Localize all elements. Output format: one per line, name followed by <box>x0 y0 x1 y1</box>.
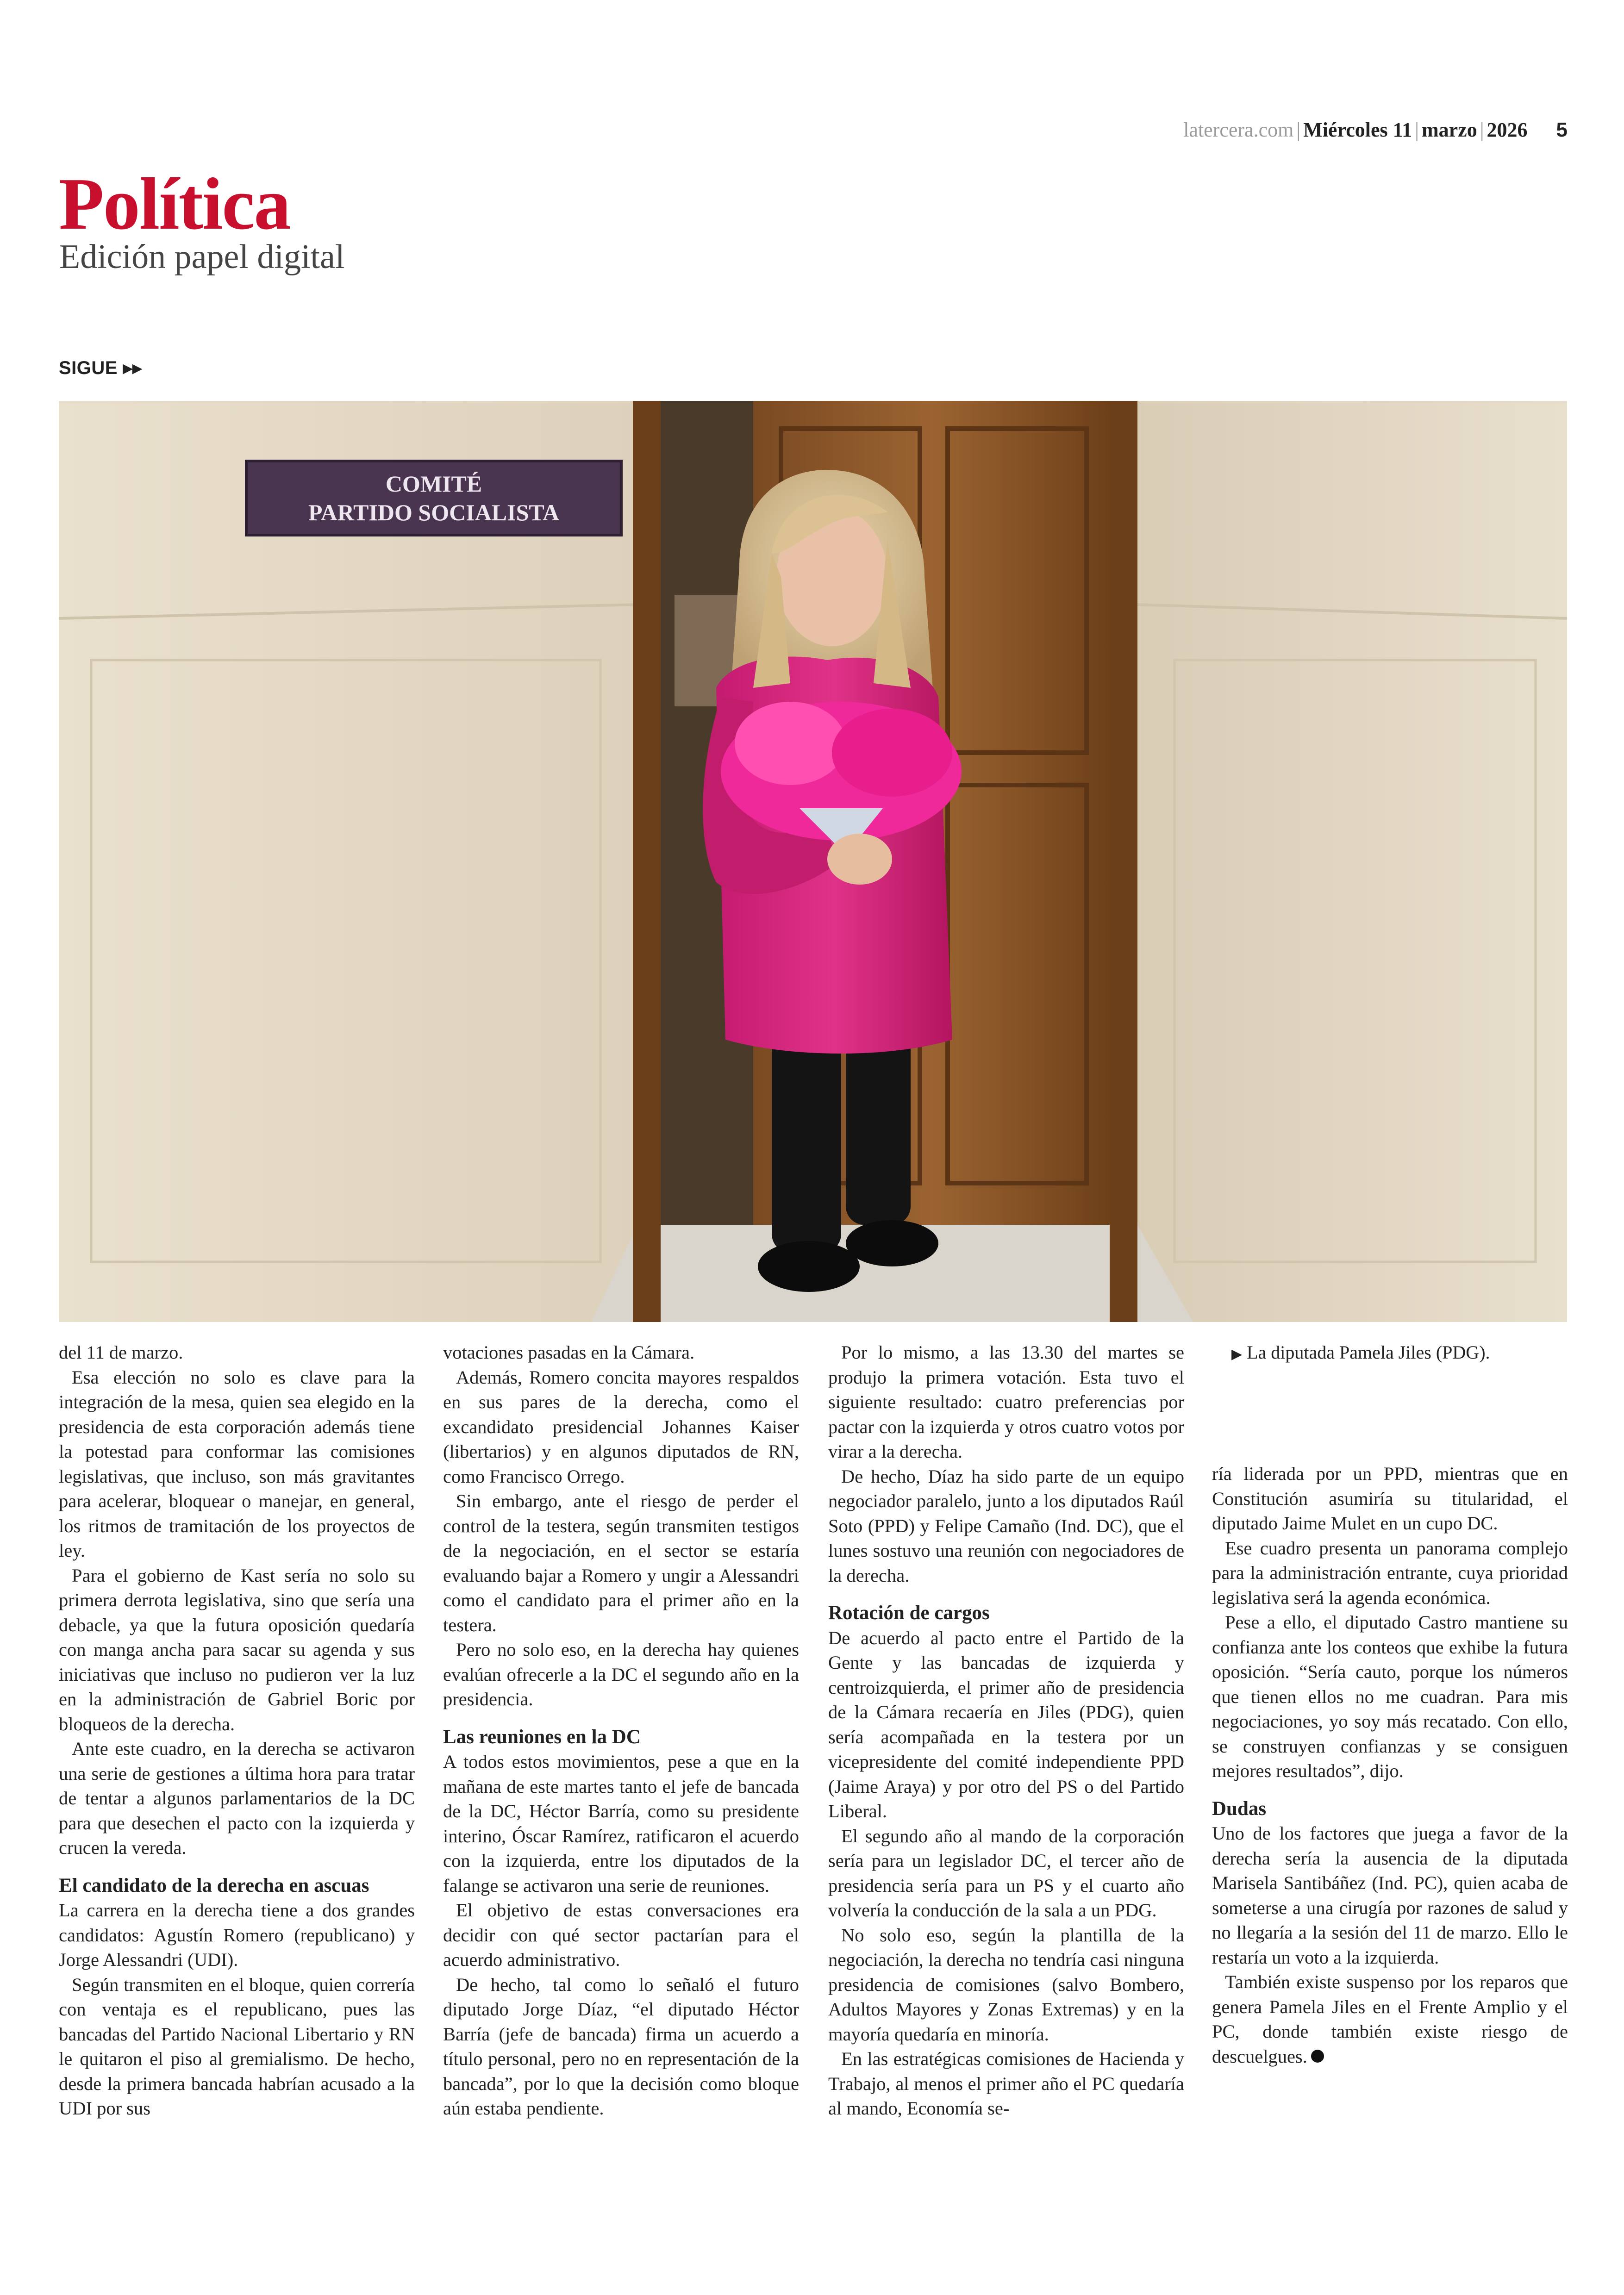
caption-triangle-icon: ▶ <box>1231 1347 1243 1362</box>
date-year: 2026 <box>1487 118 1528 141</box>
section-subtitle: Edición papel digital <box>59 238 345 276</box>
paragraph: El objetivo de estas conversaciones era decidir con qué sector pactarían para el acuerdo administrativo. <box>443 1900 799 1970</box>
paragraph: Pero no solo eso, en la derecha hay quienes evalúan ofrecerle a la DC el segundo año en la presidencia. <box>443 1639 799 1709</box>
photo-caption <box>1231 1341 1565 1363</box>
paragraph: ría liderada por un PPD, mientras que en Constitución asumiría su titularidad, el diputado Jaime Mulet en un cupo DC. <box>1212 1463 1568 1534</box>
subheading: Dudas <box>1212 1797 1267 1820</box>
sign-line-1: COMITÉ <box>385 471 482 497</box>
paragraph <box>1212 1970 1568 2069</box>
paragraph: Según transmiten en el bloque, quien correría con ventaja es el republicano, pues las bancadas del Partido Nacional Libertario y RN le quitaron el piso al gremialismo. De hecho, desde la primera bancada habrían acusado a la UDI por sus <box>59 1974 415 2119</box>
paragraph: del 11 de marzo. <box>59 1342 183 1363</box>
masthead <box>1183 118 1568 142</box>
end-mark-icon <box>1311 2050 1324 2063</box>
caption-text: La diputada Pamela Jiles (PDG). <box>1247 1342 1490 1363</box>
paragraph: De hecho, tal como lo señaló el futuro diputado Jorge Díaz, “el diputado Héctor Barría (jefe de bancada) firma un acuerdo a título personal, pero no en representación de la bancada”, por lo que la decisión como bloque aún estaba pendiente. <box>443 1974 799 2119</box>
paragraph: Por lo mismo, a las 13.30 del martes se produjo la primera votación. Esta tuvo el siguiente resultado: cuatro preferencias por pactar con la izquierda y otros cuatro votos por virar a la derecha. <box>828 1342 1184 1462</box>
door-sign <box>246 461 621 535</box>
article-column-4 <box>1212 1461 1568 2069</box>
main-photo <box>59 401 1567 1322</box>
paragraph: Uno de los factores que juega a favor de la derecha sería la ausencia de la diputada Marisela Santibáñez (Ind. PC), quien acaba de someterse a una cirugía por razones de salud y no llegaría a la sesión del 11 de marzo. Ello le restaría un voto a la izquierda. <box>1212 1823 1568 1968</box>
paragraph: No solo eso, según la plantilla de la negociación, la derecha no tendría casi ninguna presidencia de comisiones (salvo Bombero, Adultos Mayores y Zonas Extremas) y en la mayoría quedaría en minoría. <box>828 1924 1184 2045</box>
paragraph: De hecho, Díaz ha sido parte de un equipo negociador paralelo, junto a los diputados Raúl Soto (PPD) y Felipe Camaño (Ind. DC), que el lunes sostuvo una reunión con negociadores de la derecha. <box>828 1466 1184 1586</box>
paragraph-text: También existe suspenso por los reparos que genera Pamela Jiles en el Frente Amplio y el PC, donde también existe riesgo de descuelgues. <box>1212 1971 1568 2067</box>
paragraph: Sin embargo, ante el riesgo de perder el control de la testera, según transmiten testigos de la negociación, en el sector se estaría evaluando bajar a Romero y ungir a Alessandri como el candidato para el primer año en la testera. <box>443 1491 799 1635</box>
subheading: El candidato de la derecha en ascuas <box>59 1874 369 1896</box>
paragraph: A todos estos movimientos, pese a que en la mañana de este martes tanto el jefe de bancada de la DC, Héctor Barría, como su presidente interino, Óscar Ramírez, ratificaron el acuerdo con la izquierda, entre los diputados de la falange se activaron una serie de reuniones. <box>443 1751 799 1896</box>
paragraph: Ante este cuadro, en la derecha se activaron una serie de gestiones a última hora para tratar de tentar a algunos parlamentarios de la DC para que desechen el pacto con la izquierda y crucen la vereda. <box>59 1738 415 1858</box>
separator: | <box>1415 118 1419 141</box>
paragraph: Ese cuadro presenta un panorama complejo para la administración entrante, cuya prioridad legislativa será la agenda económica. <box>1212 1537 1568 1608</box>
subheading: Las reuniones en la DC <box>443 1726 641 1748</box>
paragraph: votaciones pasadas en la Cámara. <box>443 1342 695 1363</box>
sign-line-2: PARTIDO SOCIALISTA <box>308 499 560 525</box>
paragraph: Además, Romero concita mayores respaldos en sus pares de la derecha, como el excandidato presidencial Johannes Kaiser (libertarios) y en algunos diputados de RN, como Francisco Orrego. <box>443 1366 799 1487</box>
date-month: marzo <box>1421 118 1477 141</box>
article-column-2 <box>443 1340 799 2121</box>
separator: | <box>1480 118 1484 141</box>
paragraph: Esa elección no solo es clave para la integración de la mesa, quien sea elegido en la presidencia de esta corporación además tiene la potestad para conformar las comisiones legislativas, que incluso, son más gravitantes para acelerar, bloquear o manejar, en general, los ritmos de tramitación de los proyectos de ley. <box>59 1366 415 1561</box>
site-name[interactable]: latercera.com <box>1183 118 1294 141</box>
continue-label[interactable]: SIGUE ▸▸ <box>59 358 142 378</box>
photo-illustration <box>59 401 1567 1322</box>
paragraph: El segundo año al mando de la corporación sería para un legislador DC, el tercer año de presidencia sería para un PS y el cuarto año volvería la conducción de la sala a un PDG. <box>828 1825 1184 1921</box>
paragraph: De acuerdo al pacto entre el Partido de la Gente y las bancadas de izquierda y centroizquierda, el primer año de presidencia de la Cámara recaería en Jiles (PDG), quien sería acompañada en la testera por un vicepresidente del comité independiente PPD (Jaime Araya) y por otro del PS o del Partido Liberal. <box>828 1627 1184 1821</box>
paragraph: Pese a ello, el diputado Castro mantiene su confianza ante los conteos que exhibe la futura oposición. “Sería cauto, porque los números que tienen ellos no me cuadran. Para mis negociaciones, yo soy más recatado. Con ello, se construyen confianzas y se consiguen mejores resultados”, dijo. <box>1212 1612 1568 1781</box>
subheading: Rotación de cargos <box>828 1602 990 1624</box>
paragraph: En las estratégicas comisiones de Hacienda y Trabajo, al menos el primer año el PC quedaría al mando, Economía se- <box>828 2048 1184 2119</box>
paragraph: Para el gobierno de Kast sería no solo su primera derrota legislativa, sino que sería una debacle, ya que la futura oposición quedaría con manga ancha para sacar su agenda y sus iniciativas que incluso no pudieron ver la luz en la administración de Gabriel Boric por bloqueos de la derecha. <box>59 1565 415 1734</box>
article-column-3 <box>828 1340 1184 2121</box>
date-weekday: Miércoles 11 <box>1303 118 1412 141</box>
section-title: Política <box>59 162 290 245</box>
article-column-1 <box>59 1340 415 2121</box>
paragraph: La carrera en la derecha tiene a dos grandes candidatos: Agustín Romero (republicano) y Jorge Alessandri (UDI). <box>59 1900 415 1970</box>
separator: | <box>1296 118 1301 141</box>
page-number: 5 <box>1556 118 1568 141</box>
